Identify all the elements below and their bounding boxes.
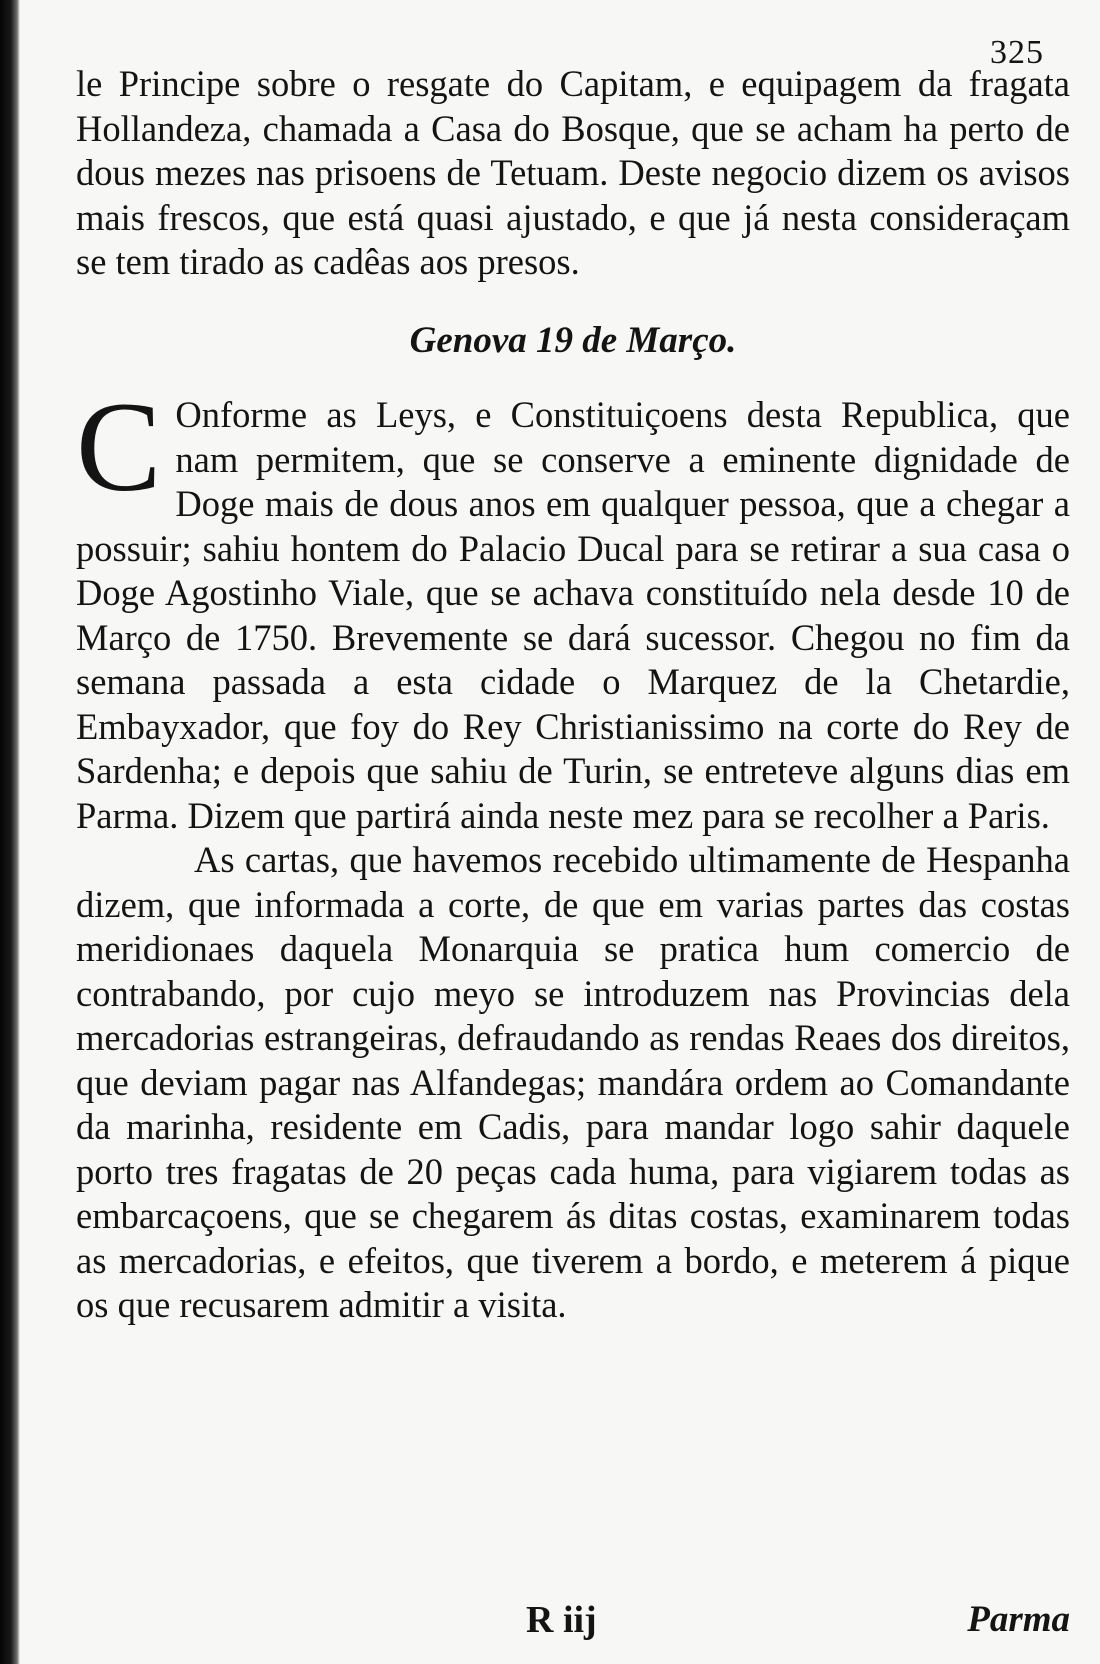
paragraph-cartas: As cartas, que havemos recebido ultimamente de Hespanha dizem, que informada a corte, de que em varias partes das costas meridionaes daquela Monarquia se pratica hum comercio de contrabando, por cujo meyo se introduzem nas Provincias dela mercadorias estrangeiras, defraudando as rendas Reaes dos direitos, que deviam pagar nas Alfandegas; mandára ordem ao Comandante da marinha, residente em Cadis, para mandar logo sahir daquele porto tres fragatas de 20 peças cada huma, para vigiarem todas as embarcaçoens, que se chegarem ás ditas costas, examinarem todas as mercadorias, e efeitos, que tiverem a bordo, e meterem á pique os que recusarem admitir a visita. xyxy=(76,839,1070,1325)
paragraph-continuation: le Principe sobre o resgate do Capitam, e equipagem da fragata Hollandeza, chamada a Casa do Bosque, que se acham ha perto de dous mezes nas prisoens de Tetuam. Deste negocio dizem os avisos mais frescos, que está quasi ajustado, e que já nesta consideraçam se tem tirado as cadêas aos presos. xyxy=(76,63,1070,282)
page-footer xyxy=(76,1598,1070,1648)
binding-edge xyxy=(0,0,20,1664)
paragraph-genova xyxy=(76,376,1070,838)
page-number: 325 xyxy=(990,34,1044,71)
section-heading: Genova 19 de Março. xyxy=(409,319,737,361)
text-block xyxy=(76,62,1070,1328)
paragraph-genova-text: Onforme as Leys, e Constituiçoens desta Republica, que nam permitem, que se conserve a eminente dignidade de Doge mais de dous anos em qualquer pessoa, que a chegar a possuir; sahiu hontem do Palacio Ducal para se retirar a sua casa o Doge Agostinho Viale, que se achava constituído nela desde 10 de Março de 1750. Brevemente se dará sucessor. Chegou no fim da semana passada a esta cidade o Marquez de la Chetardie, Embayxador, que foy do Rey Christianissimo na corte do Rey de Sardenha; e depois que sahiu de Turin, se entreteve alguns dias em Parma. Dizem que partirá ainda neste mez para se recolher a Paris. xyxy=(76,394,1070,836)
catchword: Parma xyxy=(967,1599,1070,1640)
signature-mark: R iij xyxy=(526,1599,597,1641)
drop-cap: C xyxy=(76,376,162,518)
